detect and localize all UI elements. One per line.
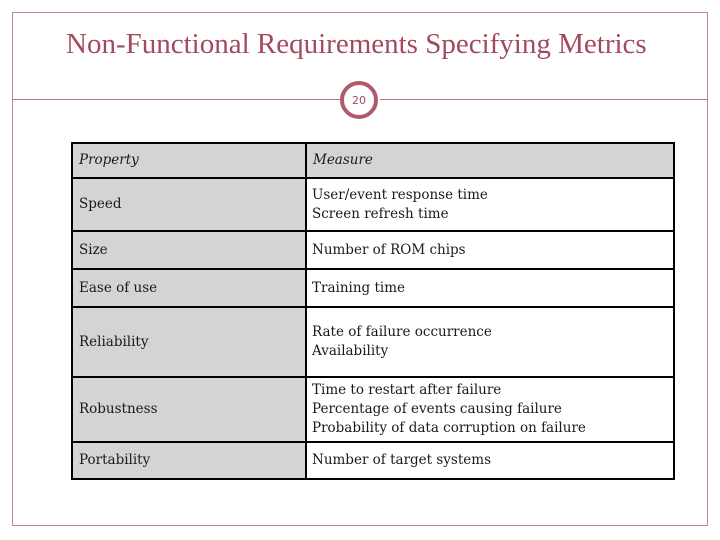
title-divider-right — [380, 99, 708, 100]
table-row — [72, 231, 674, 269]
property-cell: Robustness — [72, 377, 306, 442]
measure-line: Number of ROM chips — [312, 241, 466, 258]
title-divider-left — [12, 99, 340, 100]
measure-line: Percentage of events causing failure — [312, 401, 562, 417]
measure-cell — [306, 442, 674, 479]
measure-cell — [306, 269, 674, 307]
page-number-badge — [340, 81, 378, 119]
measure-line: Number of target systems — [312, 452, 492, 468]
table-row — [72, 269, 674, 307]
header-property: Property — [72, 143, 306, 178]
measure-line: User/event response time — [312, 186, 488, 203]
measure-cell — [306, 178, 674, 231]
table-header-row — [72, 143, 674, 178]
slide-title: Non-Functional Requirements Specifying Metrics — [66, 28, 647, 60]
measure-cell — [306, 231, 674, 269]
measure-line: Availability — [312, 343, 389, 359]
table-row — [72, 307, 674, 377]
measure-line: Rate of failure occurrence — [312, 324, 492, 340]
property-cell: Speed — [72, 178, 306, 231]
measure-line: Training time — [312, 279, 405, 296]
property-cell: Portability — [72, 442, 306, 479]
measure-cell — [306, 377, 674, 442]
header-measure: Measure — [306, 143, 674, 178]
measure-cell — [306, 307, 674, 377]
property-cell: Size — [72, 231, 306, 269]
table-row — [72, 442, 674, 479]
metrics-table — [71, 142, 675, 480]
page-number: 20 — [352, 93, 366, 107]
measure-line: Time to restart after failure — [312, 382, 502, 398]
measure-line: Screen refresh time — [312, 205, 449, 222]
property-cell: Ease of use — [72, 269, 306, 307]
table-row — [72, 178, 674, 231]
measure-line: Probability of data corruption on failure — [312, 420, 586, 436]
table-row — [72, 377, 674, 442]
property-cell: Reliability — [72, 307, 306, 377]
